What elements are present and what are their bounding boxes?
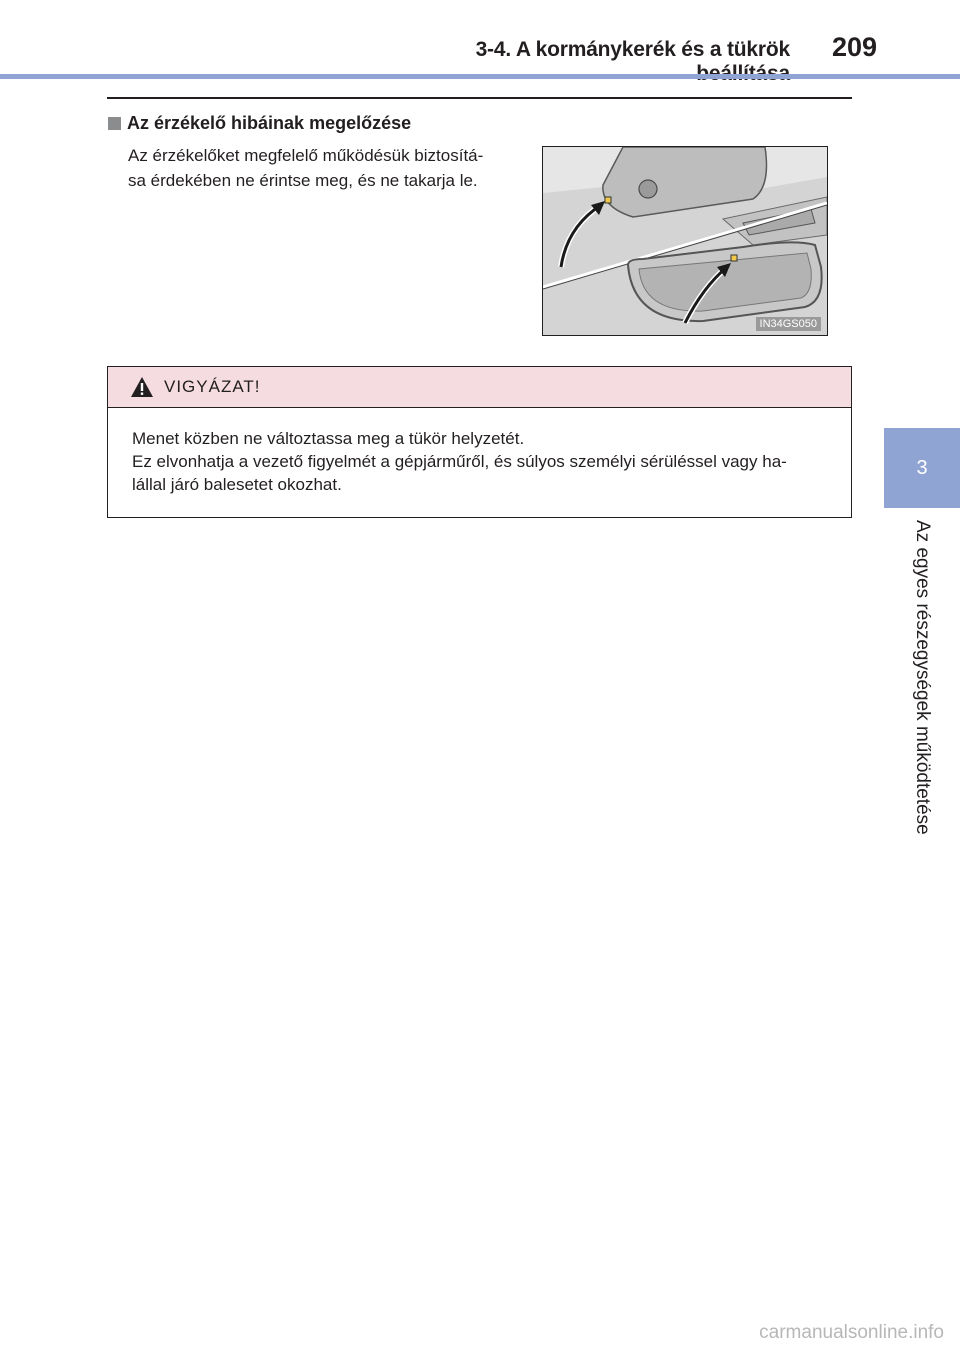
mirror-sensor-illustration xyxy=(543,147,827,335)
warning-line: lállal járó balesetet okozhat. xyxy=(132,475,342,494)
section-heading-text: Az érzékelő hibáinak megelőzése xyxy=(127,113,412,133)
warning-header xyxy=(108,367,851,408)
section-heading xyxy=(108,113,411,134)
warning-line: Menet közben ne változtassa meg a tükör helyzetét. xyxy=(132,429,525,448)
header-section-title: 3-4. A kormánykerék és a tükrök xyxy=(475,38,790,61)
warning-title: VIGYÁZAT! xyxy=(164,377,261,396)
body-line: sa érdekében ne érintse meg, és ne takarja le. xyxy=(128,171,478,190)
content-divider xyxy=(107,97,852,99)
figure-code: IN34GS050 xyxy=(756,317,821,331)
warning-line: Ez elvonhatja a vezető figyelmét a gépjárműről, és súlyos személyi sérüléssel vagy ha- xyxy=(132,452,787,471)
body-line: Az érzékelőket megfelelő működésük biztosítá- xyxy=(128,146,484,165)
section-body xyxy=(128,143,528,193)
warning-text xyxy=(132,427,832,496)
bullet-square-icon xyxy=(108,117,121,130)
header-divider xyxy=(0,74,960,79)
sensor-figure xyxy=(542,146,828,336)
chapter-title: Az egyes részegységek működtetése xyxy=(912,520,933,835)
page-number: 209 xyxy=(832,32,878,62)
warning-triangle-icon xyxy=(130,376,154,398)
watermark: carmanualsonline.info xyxy=(759,1322,944,1343)
warning-box xyxy=(107,366,852,518)
chapter-tab[interactable] xyxy=(884,428,960,508)
chapter-number: 3 xyxy=(916,456,928,479)
